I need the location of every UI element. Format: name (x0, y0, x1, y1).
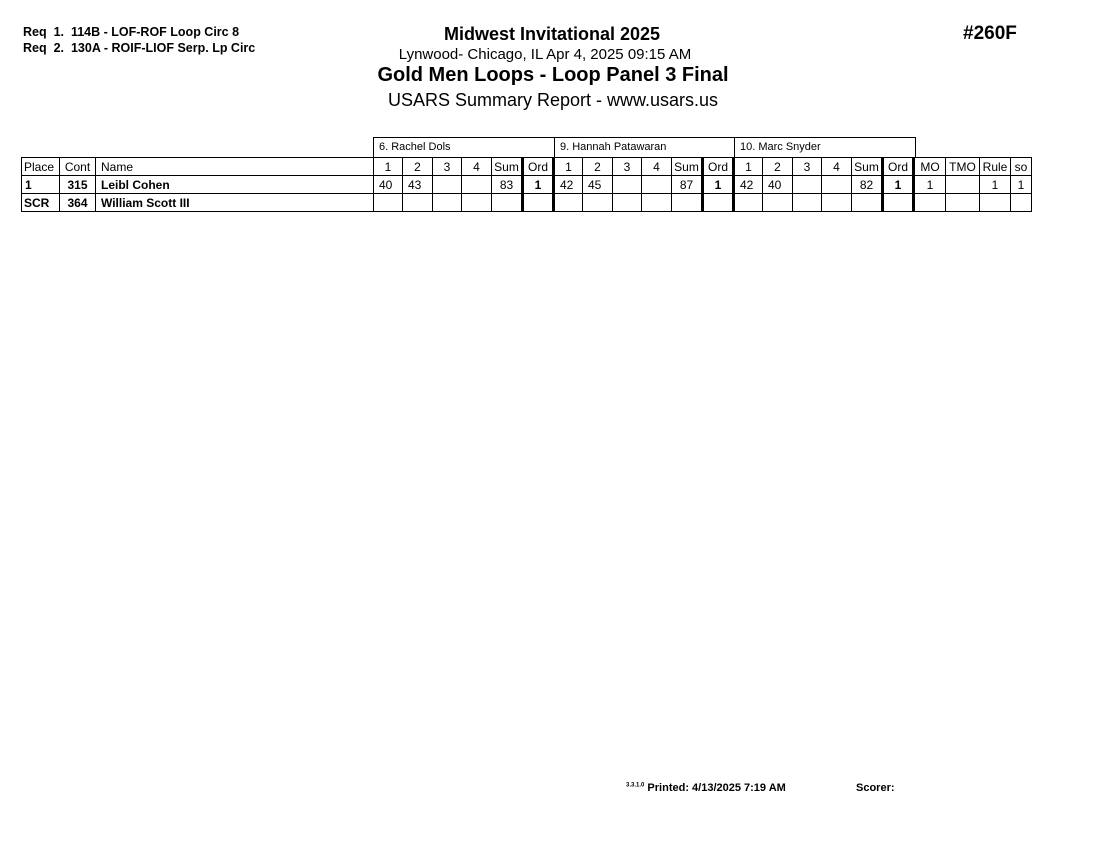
col-cont: Cont (60, 158, 96, 176)
col-j1-ord: Ord (523, 158, 554, 176)
cell-tmo (946, 194, 980, 212)
col-name: Name (96, 158, 374, 176)
col-j2-4: 4 (642, 158, 672, 176)
cell-score (374, 194, 403, 212)
cell-sum: 82 (852, 176, 883, 194)
col-j1-3: 3 (433, 158, 462, 176)
cell-score: 43 (403, 176, 433, 194)
cell-score (642, 194, 672, 212)
cell-score (433, 194, 462, 212)
cell-so (1011, 194, 1032, 212)
cell-rule: 1 (980, 176, 1011, 194)
cell-name: William Scott III (96, 194, 374, 212)
cell-score (613, 176, 642, 194)
col-j3-sum: Sum (852, 158, 883, 176)
event-number: #260F (963, 23, 1017, 44)
cell-score (822, 176, 852, 194)
col-j1-2: 2 (403, 158, 433, 176)
req-text: 130A - ROIF-LIOF Serp. Lp Circ (70, 41, 256, 55)
cell-score: 45 (583, 176, 613, 194)
col-so: so (1011, 158, 1032, 176)
cell-score: 42 (554, 176, 583, 194)
cell-ord (523, 194, 554, 212)
cell-score: 40 (374, 176, 403, 194)
cell-score (793, 194, 822, 212)
cell-cont: 315 (60, 176, 96, 194)
cell-score (433, 176, 462, 194)
cell-score (793, 176, 822, 194)
cell-sum: 87 (672, 176, 703, 194)
judge-header-3: 10. Marc Snyder (734, 137, 916, 157)
cell-score (822, 194, 852, 212)
cell-mo (914, 194, 946, 212)
col-j2-ord: Ord (703, 158, 734, 176)
cell-ord: 1 (883, 176, 914, 194)
cell-ord: 1 (703, 176, 734, 194)
cell-score (462, 176, 492, 194)
col-j3-4: 4 (822, 158, 852, 176)
column-header-row (22, 158, 1032, 176)
col-tmo: TMO (946, 158, 980, 176)
col-mo: MO (914, 158, 946, 176)
cell-score: 40 (763, 176, 793, 194)
judge-header-2: 9. Hannah Patawaran (554, 137, 735, 157)
req-number: 1. (53, 25, 65, 39)
scorer-label: Scorer: (856, 782, 895, 794)
col-j2-1: 1 (554, 158, 583, 176)
cell-tmo (946, 176, 980, 194)
col-j3-ord: Ord (883, 158, 914, 176)
col-j1-sum: Sum (492, 158, 523, 176)
cell-score (642, 176, 672, 194)
req-number: 2. (53, 41, 65, 55)
software-version: 3.3.1.0 (626, 782, 645, 789)
col-j1-4: 4 (462, 158, 492, 176)
report-title: USARS Summary Report - www.usars.us (387, 90, 719, 110)
competition-title: Midwest Invitational 2025 (443, 24, 661, 44)
col-j3-1: 1 (734, 158, 763, 176)
cell-mo: 1 (914, 176, 946, 194)
cell-ord (703, 194, 734, 212)
col-j3-3: 3 (793, 158, 822, 176)
requirement-1 (23, 25, 239, 39)
col-j2-2: 2 (583, 158, 613, 176)
table-row (22, 194, 1032, 212)
cell-rule (980, 194, 1011, 212)
col-j2-3: 3 (613, 158, 642, 176)
cell-cont: 364 (60, 194, 96, 212)
table-row (22, 176, 1032, 194)
cell-place: SCR (22, 194, 60, 212)
req-label: Req (23, 25, 47, 39)
col-j3-2: 2 (763, 158, 793, 176)
cell-score (763, 194, 793, 212)
col-j1-1: 1 (374, 158, 403, 176)
cell-sum: 83 (492, 176, 523, 194)
cell-name: Leibl Cohen (96, 176, 374, 194)
cell-score (462, 194, 492, 212)
cell-score (734, 194, 763, 212)
col-rule: Rule (980, 158, 1011, 176)
results-table (21, 157, 1032, 212)
cell-so: 1 (1011, 176, 1032, 194)
cell-score (403, 194, 433, 212)
cell-score (554, 194, 583, 212)
cell-score (613, 194, 642, 212)
col-j2-sum: Sum (672, 158, 703, 176)
printed-timestamp: Printed: 4/13/2025 7:19 AM (647, 782, 786, 794)
cell-ord (883, 194, 914, 212)
req-text: 114B - LOF-ROF Loop Circ 8 (70, 25, 240, 39)
cell-sum (852, 194, 883, 212)
printed-footer (626, 782, 786, 794)
cell-sum (492, 194, 523, 212)
cell-place: 1 (22, 176, 60, 194)
requirement-2 (23, 41, 255, 55)
cell-score (583, 194, 613, 212)
event-title: Gold Men Loops - Loop Panel 3 Final (377, 64, 729, 86)
col-place: Place (22, 158, 60, 176)
location-date: Lynwood- Chicago, IL Apr 4, 2025 09:15 AM (398, 46, 692, 63)
judge-header-1: 6. Rachel Dols (373, 137, 555, 157)
req-label: Req (23, 41, 47, 55)
cell-score: 42 (734, 176, 763, 194)
cell-ord: 1 (523, 176, 554, 194)
cell-sum (672, 194, 703, 212)
